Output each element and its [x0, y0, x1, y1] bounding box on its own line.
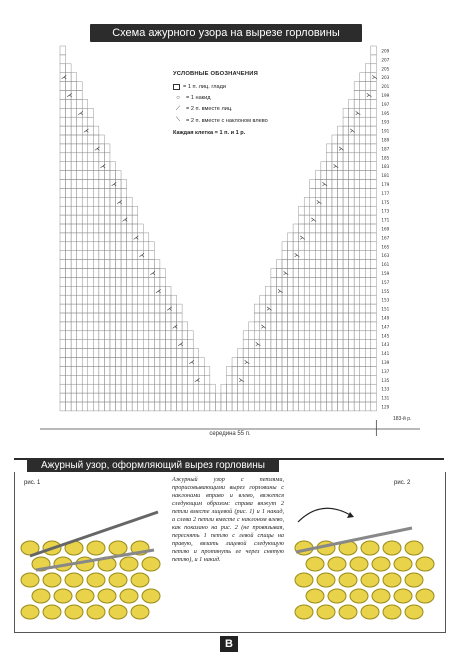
svg-text:⋋: ⋋ [283, 270, 289, 277]
svg-text:⋋: ⋋ [294, 252, 301, 260]
row-number: 197 [381, 101, 390, 107]
svg-text:⋌: ⋌ [166, 305, 173, 313]
row-number: 209 [381, 48, 390, 54]
row-number: 149 [381, 315, 390, 321]
legend-item [173, 105, 283, 114]
row-number: 199 [381, 93, 390, 98]
row-number: 179 [381, 182, 390, 187]
svg-text:⋌: ⋌ [99, 163, 106, 171]
svg-text:⋋: ⋋ [277, 287, 284, 295]
svg-text:⋌: ⋌ [94, 145, 101, 153]
svg-text:⋌: ⋌ [188, 359, 195, 366]
row-number: 171 [381, 217, 390, 223]
knit-illustration-2 [292, 478, 436, 628]
row-number: 141 [381, 351, 390, 357]
row-number: 131 [381, 395, 390, 401]
svg-text:⋋: ⋋ [238, 376, 245, 384]
svg-text:⋋: ⋋ [255, 341, 262, 349]
legend-item [173, 94, 283, 103]
row-number: 155 [381, 288, 390, 294]
empty-square-icon [173, 84, 180, 90]
svg-text:⋌: ⋌ [116, 198, 123, 206]
row-number: 203 [381, 75, 390, 81]
svg-text:⋌: ⋌ [149, 270, 156, 277]
chart-title: Схема ажурного узора на вырезе горловины [90, 24, 362, 42]
svg-text:⋋: ⋋ [260, 323, 267, 331]
svg-text:⋌: ⋌ [138, 252, 145, 260]
row-number: 145 [381, 333, 390, 339]
legend [170, 68, 286, 139]
row-number: 135 [381, 377, 390, 383]
row-number: 193 [381, 119, 390, 125]
row-number: 201 [381, 84, 390, 90]
row-number: 195 [381, 110, 390, 116]
svg-text:⋌: ⋌ [133, 234, 140, 242]
row-number: 129 [381, 404, 390, 410]
svg-text:⋌: ⋌ [61, 74, 67, 82]
description-text: Ажурный узор с петлями, прорисовывающими вырез горловины с наклонами вправо и влево, вяжется следующим образом: справа вяжут 2 петли вместе лицевой (рис. 1) и 1 накид, а слева 2 петли вместе с наклоном влево, как показано на рис. 2 (не провязывая, переснять 1 петлю с левой спицы на правую, вязать лицевой следующую петлю и протянуть ее через снятую петлю), и 1 накид. [172, 476, 284, 563]
svg-text:⋌: ⋌ [122, 216, 129, 224]
row-number: 133 [381, 386, 390, 392]
row-number: 207 [381, 57, 390, 63]
svg-text:⋋: ⋋ [338, 145, 345, 153]
row-number: 169 [381, 226, 390, 232]
row-number: 183 [381, 164, 390, 170]
row-number: 205 [381, 66, 390, 72]
svg-text:⋋: ⋋ [316, 198, 323, 206]
legend-note: Каждая клетка = 1 п. и 1 р. [173, 129, 246, 136]
legend-item-text: = 1 п. лиц. глади [183, 83, 227, 90]
svg-text:⋋: ⋋ [349, 127, 356, 135]
row-number: 167 [381, 235, 390, 241]
yarn-over-circle-icon: ○ [176, 94, 180, 101]
svg-text:⋋: ⋋ [371, 74, 378, 82]
row-number: 163 [381, 253, 390, 259]
figure-2 [292, 478, 436, 628]
svg-text:⋋: ⋋ [244, 359, 251, 366]
row-number: 175 [381, 199, 390, 205]
row-number: 165 [381, 244, 390, 250]
page-number: B [220, 636, 238, 652]
figure-1-label: рис. 1 [24, 480, 41, 486]
svg-text:⋌: ⋌ [83, 127, 90, 135]
legend-heading: УСЛОВНЫЕ ОБОЗНАЧЕНИЯ [173, 71, 258, 77]
figure-2-label: рис. 2 [394, 480, 411, 486]
svg-text:⋋: ⋋ [321, 181, 328, 188]
row-number: 177 [381, 190, 390, 196]
svg-text:⋋: ⋋ [366, 92, 373, 99]
svg-text:⋌: ⋌ [194, 376, 201, 384]
legend-item-text: = 2 п. вместе лиц. [186, 106, 233, 113]
svg-text:⋌: ⋌ [172, 323, 178, 331]
row-number: 189 [381, 137, 390, 143]
legend-item [173, 83, 283, 92]
svg-text:⋋: ⋋ [310, 216, 317, 224]
section-title: Ажурный узор, оформляющий вырез горловины [27, 459, 279, 473]
svg-text:⋋: ⋋ [299, 234, 306, 242]
row-number: 137 [381, 368, 390, 374]
knit-illustration-1 [18, 478, 162, 628]
legend-item-text: = 2 п. вместе с наклоном влево [186, 117, 268, 124]
row-number: 151 [381, 306, 390, 312]
row-number: 139 [381, 360, 390, 365]
svg-text:⋌: ⋌ [110, 181, 117, 188]
legend-item-text: = 1 накид [186, 94, 211, 101]
row-number: 187 [381, 146, 390, 152]
svg-text:⋌: ⋌ [155, 287, 162, 295]
row-number: 191 [381, 128, 390, 134]
row-number: 185 [381, 155, 390, 161]
row-number: 153 [381, 297, 390, 303]
svg-text:⋌: ⋌ [77, 109, 84, 117]
svg-text:⋋: ⋋ [332, 163, 339, 171]
rows-suffix-label: 183-й р. [393, 416, 412, 422]
figure-1 [18, 478, 162, 628]
k2tog-right-icon: ⟋ [175, 105, 181, 112]
k2tog-left-icon: ⟍ [175, 117, 181, 124]
svg-text:⋋: ⋋ [266, 305, 273, 313]
svg-text:⋌: ⋌ [66, 92, 73, 99]
svg-text:⋋: ⋋ [355, 109, 362, 117]
bottom-center-label: середина 55 п. [190, 431, 270, 437]
legend-item [173, 116, 283, 125]
row-number: 161 [381, 262, 390, 268]
row-number: 173 [381, 208, 390, 214]
row-number: 157 [381, 279, 390, 285]
row-number: 147 [381, 324, 390, 330]
row-number: 143 [381, 342, 390, 348]
row-number: 181 [381, 173, 390, 179]
row-number: 159 [381, 271, 390, 276]
svg-text:⋌: ⋌ [177, 341, 184, 349]
